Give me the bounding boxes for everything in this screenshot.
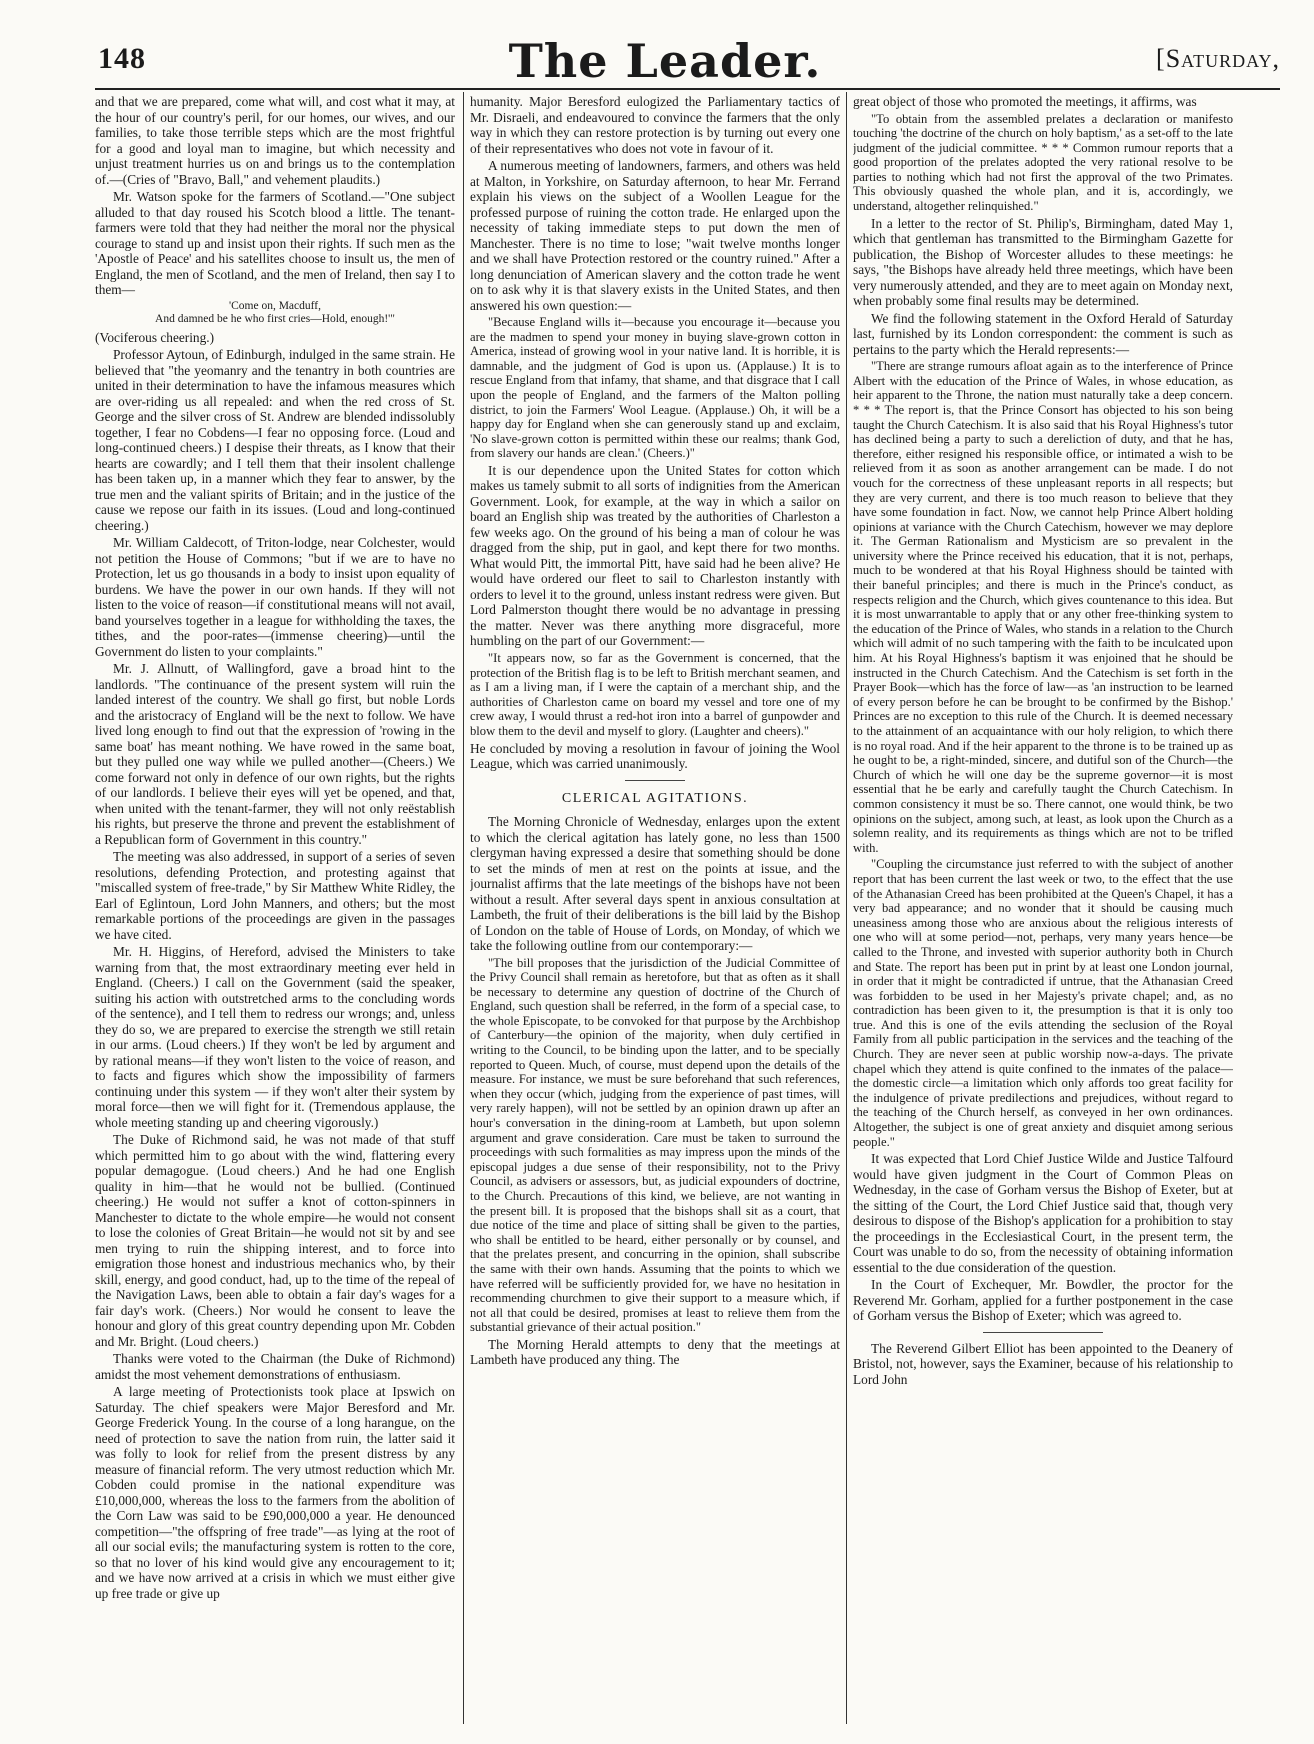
verse-quote bbox=[95, 300, 455, 326]
paragraph: great object of those who promoted the meetings, it affirms, was bbox=[853, 94, 1197, 109]
column-2 bbox=[470, 94, 840, 1724]
section-divider bbox=[983, 1332, 1103, 1333]
paragraph: In a letter to the rector of St. Philip's, Birmingham, dated May 1, which that gentleman has transmitted to the Birmingham Gazette for publication, the Bishop of Worcester alludes to these meetings: he says, "the Bishops have already held three meetings, which have been very numerously attended, and they are to meet again on Monday next, when probably some final results may be determined. bbox=[853, 215, 1233, 309]
paragraph: and that we are prepared, come what will, and cost what it may, at the hour of our country's peril, for our homes, our wives, and our families, to take those terrible steps which are the most frightful for a good and loyal man to imagine, but which necessity and unjust treatment hurries us on and brings us to the contemplation of.—(Cries of "Bravo, Ball," and vehement plaudits.) bbox=[95, 94, 455, 187]
quotation: "It appears now, so far as the Government is concerned, that the protection of the British flag is to be left to British merchant seamen, and as I am a living man, if I were the captain of a merchant ship, and the authorities of Charleston came on board my vessel and tore one of my crew away, I would thrust a red-hot iron into a barrel of gunpowder and blow them to the devil and myself to glory. (Laughter and cheers)." bbox=[470, 650, 840, 738]
paragraph: (Vociferous cheering.) bbox=[95, 329, 215, 345]
quotation: "Because England wills it—because you encourage it—because you are the madmen to spend your money in buying slave-grown cotton in America, instead of growing wool in your native land. It is horrible, it is damnable, and the judgment of God is upon us. (Applause.) It is to rescue England from that infamy, that shame, and that disgrace that I call upon the people of England, and the farmers of the Malton polling district, to join the Farmers' Wool League. (Applause.) Oh, it will be a happy day for England when she can generously stand up and exclaim, 'No slave-grown cotton is permitted within these our realms; thank God, from slavery our hands are clean.' (Cheers.)" bbox=[470, 315, 840, 461]
column-divider-1 bbox=[463, 92, 464, 1724]
paragraph: Thanks were voted to the Chairman (the Duke of Richmond) amidst the most vehement demonstrations of enthusiasm. bbox=[95, 1351, 455, 1382]
newspaper-title: The Leader. bbox=[508, 34, 822, 88]
paragraph: The Morning Herald attempts to deny that the meetings at Lambeth have produced any thing. The bbox=[470, 1336, 840, 1368]
issue-day: [Saturday, bbox=[1156, 44, 1280, 73]
quotation: "To obtain from the assembled prelates a declaration or manifesto touching 'the doctrine of the church on holy baptism,' as a set-off to the late judgment of the judicial committee. * * * Common rumour reports that a good proportion of the prelates adopted the very rational resolve to be parties to nothing which had not first the approval of the two Primates. This obviously quashed the whole plan, and it is, accordingly, we understand, altogether relinquished." bbox=[853, 111, 1233, 214]
paragraph: It is our dependence upon the United States for cotton which makes us tamely submit to all sorts of indignities from the American Government. Look, for example, at the way in which a sailor on board an English ship was treated by the authorities of Charleston a few weeks ago. On the ground of his being a man of colour he was dragged from the ship, put in gaol, and kept there for two months. What would Pitt, the immortal Pitt, have said had he been alive? He would have ordered our fleet to sail to Charleston instantly with orders to level it to the ground, unless instant redress were given. But Lord Palmerston thought there would be no advantage in pressing the matter. Never was there anything more disgraceful, more humbling on the part of our Government:— bbox=[470, 462, 840, 649]
masthead bbox=[50, 34, 1280, 86]
paragraph: Professor Aytoun, of Edinburgh, indulged in the same strain. He believed that "the yeomanry and the tenantry in both countries are united in their determination to have the infamous measures which are over-riding us all repealed: and when the red cross of St. George and the silver cross of St. Andrew are blended indissolubly together, I fear no Cobdens—I fear no opposing force. (Loud and long-continued cheers.) I despise their threats, as I know that their hearts are cowardly; and I tell them that their insolent challenge has been taken up, in a manner which they fear to answer, by the true men and the valiant spirits of Britain; and in the justice of the cause we repose our faith in its issues. (Loud and long-continued cheering.) bbox=[95, 347, 455, 533]
paragraph: Mr. J. Allnutt, of Wallingford, gave a broad hint to the landlords. "The continuance of the present system will ruin the landed interest of the country. We shall go first, but noble Lords and the aristocracy of England will be the next to follow. We have lived long enough to find out that the expression of 'rowing in the same boat' has meant nothing. We have rowed in the same boat, but they pulled one way while we pulled another—(Cheers.) We come forward not only in defence of our own rights, but the rights of our landlords. I believe their eyes will yet be opened, and that, when united with the tenant-farmer, they will not only reëstablish his rights, but preserve the throne and prevent the establishment of a Republican form of Government in this country." bbox=[95, 661, 455, 847]
quotation: "Coupling the circumstance just referred to with the subject of another report that has been current the last week or two, to the effect that the use of the Athanasian Creed has been prohibited at the Queen's Chapel, it has a very bad appearance; and no wonder that it should be causing much uneasiness among those who are anxious about the religious interests of one who will at some period—not, perhaps, very many years hence—be called to the Throne, and invested with superior authority both in Church and State. The report has been put in print by at least one London journal, in order that it might be contradicted if untrue, that the Athanasian Creed was forbidden to be used in her Majesty's private chapel; and, as no contradiction has been given to it, the presumption is that it is only too true. And this is one of the evils attending the seclusion of the Royal Family from all public participation in the services and the teaching of the Church. They are never seen at public worship now-a-days. The private chapel which they attend is quite confined to the inmates of the palace—the domestic circle—a limitation which only affords too great facility for the indulgence of private predilections and prejudices, without regard to the teaching of the Church herself, as conveyed in her own ordinances. Altogether, the subject is one of great anxiety and disquiet among serious people." bbox=[853, 857, 1233, 1149]
paragraph: He concluded by moving a resolution in favour of joining the Wool League, which was carried unanimously. bbox=[470, 740, 840, 771]
paragraph: We find the following statement in the Oxford Herald of Saturday last, furnished by its London correspondent: the comment is such as pertains to the party which the Herald represents:— bbox=[853, 310, 1233, 357]
column-1 bbox=[95, 94, 455, 1724]
column-divider-2 bbox=[846, 92, 847, 1724]
verse-line: 'Come on, Macduff, bbox=[229, 299, 321, 312]
paragraph: humanity. Major Beresford eulogized the Parliamentary tactics of Mr. Disraeli, and endeavoured to convince the farmers that the only way in which they can restore protection is by turning out every one of their representatives who does not vote in favour of it. bbox=[470, 94, 840, 156]
paragraph: Mr. H. Higgins, of Hereford, advised the Ministers to take warning from that, the most extraordinary meeting ever held in England. (Cheers.) I call on the Government (said the speaker, suiting his action with outstretched arms to the concluding words of the sentence), and I tell them to redress our wrongs; and, unless they do so, we are prepared to exercise the strength we still retain in our arms. (Loud cheers.) If they won't be led by argument and by rational means—if they won't listen to the voice of reason, and to facts and figures which show the impossibility of farmers continuing under this system — if they won't alter their system by moral force—then we will fight for it. (Tremendous applause, the whole meeting standing up and cheering vigorously.) bbox=[95, 944, 455, 1130]
paragraph: In the Court of Exchequer, Mr. Bowdler, the proctor for the Reverend Mr. Gorham, applied for a further postponement in the case of Gorham versus the Bishop of Exeter; which was agreed to. bbox=[853, 1277, 1233, 1324]
paragraph: The Morning Chronicle of Wednesday, enlarges upon the extent to which the clerical agitation has lately gone, no less than 1500 clergyman having expressed a desire that something should be done to set the minds of men at rest on the points at issue, and the journalist affirms that the late meetings of the bishops have not been without a result. After several days spent in anxious consultation at Lambeth, the fruit of their deliberations is the bill laid by the Bishop of London on the table of House of Lords, on Monday, of which we take the following outline from our contemporary:— bbox=[470, 814, 840, 953]
paragraph: A large meeting of Protectionists took place at Ipswich on Saturday. The chief speakers were Major Beresford and Mr. George Frederick Young. In the course of a long harangue, on the need of protection to save the nation from ruin, the latter said it was folly to look for relief from the present distress by any measure of financial reform. The very utmost reduction which Mr. Cobden could promise in the national expenditure was £10,000,000, whereas the loss to the farmers from the abolition of the Corn Law was said to be £90,000,000 a year. He denounced competition—"the offspring of free trade"—as lying at the root of all our social evils; the manufacturing system is rotten to the core, so that no lover of his kind would give any encouragement to it; and we have now arrived at a crisis in which we must either give up free trade or give up bbox=[95, 1384, 455, 1601]
paragraph: A numerous meeting of landowners, farmers, and others was held at Malton, in Yorkshire, on Saturday afternoon, to hear Mr. Ferrand explain his views on the subject of a Woollen League for the professed purpose of ruining the cotton trade. He enlarged upon the necessity of taking immediate steps to put down the men of Manchester. There is no time to lose; "wait twelve months longer and we shall have Protection restored or the country ruined." After a long denunciation of American slavery and the cotton trade he went on to ask why it is that slavery exists in the United States, and then answered his own question:— bbox=[470, 158, 840, 313]
column-3 bbox=[853, 94, 1233, 1724]
paragraph: Mr. Watson spoke for the farmers of Scotland.—"One subject alluded to that day roused his Scotch blood a little. The tenant-farmers were told that they had neither the moral nor the physical courage to stand up and insist upon their rights. If such men as the 'Apostle of Peace' and his satellites choose to insult us, the men of England, the men of Scotland, and the men of Ireland, then say I to them— bbox=[95, 189, 455, 297]
verse-line: And damned be he who first cries—Hold, enough!'" bbox=[155, 312, 395, 325]
paragraph: The Duke of Richmond said, he was not made of that stuff which permitted him to go about with the wind, flattering every popular demagogue. (Loud cheers.) And he had one English quality in him—that he would not be bullied. (Continued cheering.) He would not suffer a knot of cotton-spinners in Manchester to dictate to the whole empire—he would not consent to lose the colonies of Great Britain—he would not sit by and see men trying to ruin the shipping interest, and to force into emigration those honest and industrious mechanics who, by their skill, energy, and good conduct, had, up to the time of the repeal of the Navigation Laws, been able to obtain a fair day's wages for a fair day's work. (Cheers.) Nor would he consent to leave the honour and glory of this great country depending upon Mr. Cobden and Mr. Bright. (Loud cheers.) bbox=[95, 1132, 455, 1349]
paragraph: It was expected that Lord Chief Justice Wilde and Justice Talfourd would have given judgment in the Court of Common Pleas on Wednesday, in the case of Gorham versus the Bishop of Exeter, but at the sitting of the Court, the Lord Chief Justice said that, though very desirous to dispose of the Bishop's application for a prohibition to stay the proceedings in the Ecclesiastical Court, in the present term, the Court was unable to do so, from the necessity of obtaining information essential to the due consideration of the question. bbox=[853, 1151, 1233, 1275]
quotation: "The bill proposes that the jurisdiction of the Judicial Committee of the Privy Council shall remain as heretofore, but that as often as it shall be necessary to determine any question of doctrine of the Church of England, such question shall be referred, in the form of a special case, to the whole Episcopate, to be convoked for that purpose by the Archbishop of Canterbury—the opinion of the majority, when duly certified in writing to the Council, to be binding upon the latter, and to be specially reported to Queen. Much, of course, must depend upon the details of the measure. For instance, we must be sure beforehand that such references, when they occur (which, judging from the experience of past times, will very rarely happen), will not be settled by an opinion drawn up after an hour's conversation in the dining-room at Lambeth, but upon solemn argument and grave consideration. Care must be taken to surround the proceedings with such formalities as may impress upon the minds of the episcopal judges a due sense of their responsibility, not to the Privy Council, as advisers or assessors, but, as judicial expounders of doctrine, to the Church. Precautions of this kind, we believe, are not wanting in the present bill. It is proposed that the bishops shall sit as a court, that due notice of the time and place of sitting shall be given to the parties, who shall be entitled to be heard, either personally or by counsel, and that the prelates present, and concurring in the opinion, shall subscribe the same with their own hands. Assuming that the points to which we have referred will be sufficiently provided for, we have no hesitation in recommending churchmen to give their support to a measure which, if not all that could be desired, promises at least to relieve them from the substantial grievance of their actual position." bbox=[470, 955, 840, 1335]
section-heading: CLERICAL AGITATIONS. bbox=[561, 790, 749, 806]
section-divider bbox=[625, 780, 685, 781]
page-number: 148 bbox=[98, 42, 146, 75]
paragraph: The meeting was also addressed, in support of a series of seven resolutions, defending Protection, and protesting against that "miscalled system of free-trade," by Sir Matthew White Ridley, the Earl of Eglintoun, Lord John Manners, and others; but the most remarkable portions of the proceedings are given in the passages we have cited. bbox=[95, 849, 455, 942]
header-rule bbox=[95, 88, 1280, 90]
quotation: "There are strange rumours afloat again as to the interference of Prince Albert with the education of the Prince of Wales, in whose education, as heir apparent to the Throne, the nation must naturally take a deep concern. * * * The report is, that the Prince Consort has objected to his son being taught the Church Catechism. It is also said that his Royal Highness's tutor has declined being a party to such a dereliction of duty, and that he has, therefore, either resigned his responsible office, or intimated a wish to be relieved from it as soon as another arrangement can be made. I do not vouch for the correctness of these unpleasant reports in all respects; but they are very current, and there is too much reason to believe that they have some foundation in fact. Now, we cannot help Prince Albert holding opinions at variance with the Church Catechism, however we may deplore it. The German Rationalism and Mysticism are so prevalent in the university where the Prince received his education, that it is not, perhaps, much to be wondered at that his Royal Highness should be tainted with their baneful principles; and there is much in the Prince's conduct, as respects religion and the Church, which gives countenance to this idea. But it is most unwarrantable to apply that or any other free-thinking system to the education of the Prince of Wales, who stands in a relation to the Church which will admit of no such tampering with the faith to be inculcated upon him. At his Royal Highness's baptism it was enjoined that he should be instructed in the Church Catechism. And the Catechism is set forth in the Prayer Book—which has the force of law—as 'an instruction to be learned of every person before he can be brought to be confirmed by the Bishop.' Princes are no exception to this rule of the Church. It is deemed necessary to the attainment of an acquaintance with our holy religion, to which there is no royal road. And if the heir apparent to the throne is to be trained up as he ought to be, a right-minded, sincere, and dutiful son of the Church—the Church of which he will one day be the supreme governor—it is most essential that he be early and carefully taught the Church Catechism. In common consistency it must be so. There cannot, one would think, be two opinions on the subject, among such, at least, as look upon the Church as a solemn reality, and its requirements as things which are not to be trifled with. bbox=[853, 359, 1233, 855]
paragraph: Mr. William Caldecott, of Triton-lodge, near Colchester, would not petition the House of Commons; "but if we are to have no Protection, let us go thousands in a body to insist upon equality of burdens. We have the power in our own hands. If they will not listen to the voice of reason—if constitutional means will not avail, band yourselves together in a league for withholding the taxes, the tithes, and the poor-rates—(immense cheering)—until the Government do listen to your complaints." bbox=[95, 535, 455, 659]
paragraph: The Reverend Gilbert Elliot has been appointed to the Deanery of Bristol, not, however, says the Examiner, because of his relationship to Lord John bbox=[853, 1340, 1233, 1387]
